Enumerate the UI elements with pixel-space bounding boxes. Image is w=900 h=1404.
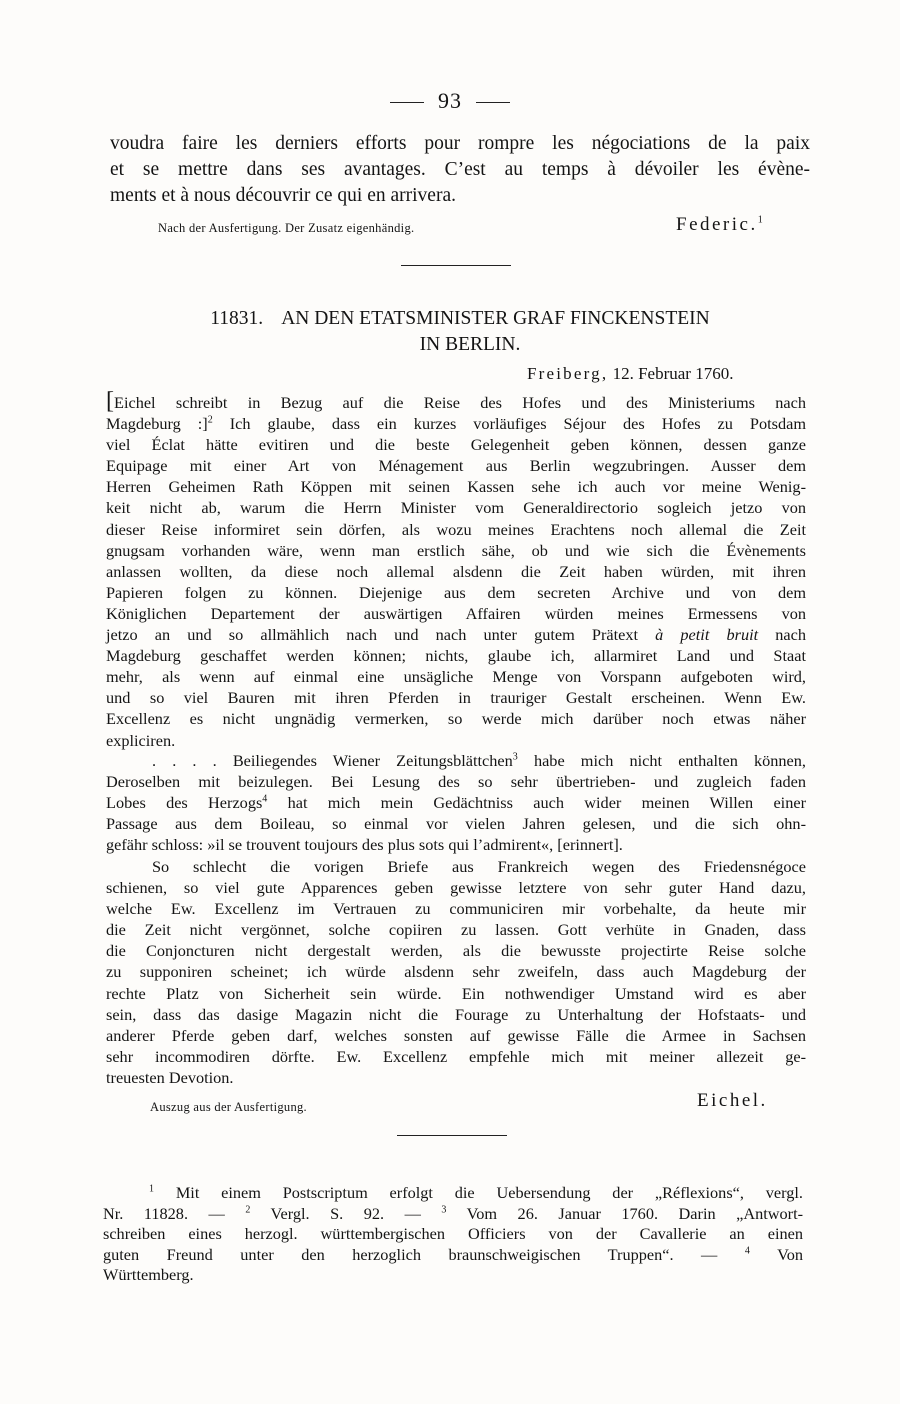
text-line: [106, 750, 806, 771]
header-dash-right: [476, 102, 510, 103]
footnote-mark: 1: [757, 214, 766, 226]
text-line: welche Ew. Excellenz im Vertrauen zu communiciren mir vorbehalte, da heute mir: [106, 899, 806, 919]
text-line: anderer Pferde geben darf, welches sonsten auf gewisse Fälle die Armee in Sachsen: [106, 1025, 806, 1045]
signature: [676, 214, 765, 236]
footnote-line: [103, 1245, 803, 1266]
text-line: dieser Reise informiret sein dörfen, als wozu meines Erachtens noch allemal die Zeit: [106, 519, 806, 539]
text-line: die Zeit nicht vergönnet, solche copiiren zu lassen. Gott verhüte in Gnaden, dass: [106, 920, 806, 940]
text-line: anlassen wollten, da diese noch allemal alsdenn die Zeit haben würden, mit ihren: [106, 561, 806, 581]
signature-text: Federic.: [676, 214, 758, 235]
text-line: So schlecht die vorigen Briefe aus Frankreich wegen des Friedensnégoce: [152, 857, 806, 876]
text-segment: Von: [777, 1244, 804, 1264]
text-segment: Vergl. S. 92. —: [270, 1203, 421, 1223]
text-segment: habe mich nicht enthalten können,: [533, 751, 806, 770]
text-segment: Ich glaube, dass ein kurzes vorläufiges Séjour des Hofes zu Potsdam: [229, 414, 806, 434]
text-line: Königlichen Departement der auswärtigen Affairen würden meines Ermessens von: [106, 603, 806, 623]
text-segment: Mit einem Postscriptum erfolgt die Uebersendung der „Réflexions“, vergl.: [175, 1183, 803, 1202]
text-line: schienen, so viel gute Apparences geben gewisse letztere von sehr guter Hand dazu,: [106, 878, 806, 898]
footnote-line: [103, 1183, 803, 1204]
footnotes: [103, 1183, 803, 1286]
text-line: gnugsam vorhanden wäre, wenn man erstlich sähe, ob und wie sich die Évènements: [106, 540, 806, 560]
text-segment: nach: [775, 625, 806, 645]
date: 12. Februar 1760.: [612, 364, 734, 383]
letter-number: 11831.: [210, 308, 264, 329]
text-line: die Conjoncturen nicht dergestalt werden, als die bewusste projectirte Reise solche: [106, 941, 806, 961]
opening-bracket: [: [106, 388, 114, 414]
text-line: Deroselben mit beizulegen. Bei Lesung des so sehr übertrieben- und zugleich faden: [106, 772, 806, 792]
footnote-mark: 1: [149, 1183, 154, 1195]
letter-paragraph-2: [106, 750, 806, 855]
footnote-mark: 4: [744, 1245, 750, 1257]
text-segment: Vom 26. Januar 1760. Darin „Antwort-: [466, 1203, 804, 1223]
letter-title-second: [110, 332, 810, 358]
text-segment: Nr. 11828. —: [103, 1203, 225, 1223]
footnote-line: [103, 1204, 803, 1225]
text-line: sein, dass das dasige Magazin nicht die Fourage zu Unterhaltung der Hofstaats- und: [106, 1004, 806, 1024]
header-dash-left: [390, 102, 424, 103]
text-segment: Lobes des Herzogs: [106, 793, 263, 813]
text-line: und so viel Bauren mit ihren Pferden in trauriger Gestalt erscheinen. Wenn Ew.: [106, 688, 806, 708]
footnote-mark: 2: [207, 414, 213, 426]
place-date: [527, 364, 733, 384]
text-line: [106, 388, 806, 414]
text-line: et se mettre dans ses avantages. C’est au temps à dévoiler les évène-: [110, 159, 810, 180]
footnote-line: schreiben eines herzogl. württembergischen Officiers von der Cavallerie an einen: [103, 1224, 803, 1243]
footnote-mark: 2: [245, 1204, 251, 1216]
text-line: ments et à nous découvrir ce qui en arrivera.: [110, 185, 456, 206]
italic-phrase: à petit bruit: [655, 625, 759, 645]
letter-title-line1: AN DEN ETATSMINISTER GRAF FINCKENSTEIN: [281, 308, 710, 329]
text-line: voudra faire les derniers efforts pour rompre les négociations de la paix: [110, 133, 810, 154]
footnote-line: Württemberg.: [103, 1265, 194, 1284]
text-line: [106, 792, 806, 813]
text-line: Papieren folgen zu können. Diejenige aus dem secreten Archive und von dem: [106, 582, 806, 602]
text-line: sehr incommodiren dörfte. Ew. Excellenz empfehle mich mit meiner allezeit ge-: [106, 1046, 806, 1066]
text-line: zu supponiren scheinet; ich würde alsdenn sehr zweifeln, dass auch Magdeburg der: [106, 962, 806, 982]
text-segment: jetzo an und so allmählich nach und nach unter gutem Prätext: [106, 625, 639, 645]
footnote-mark: 3: [512, 751, 518, 763]
text-line: rechte Platz von Sicherheit sein würde. Ein nothwendiger Umstand wird es aber: [106, 983, 806, 1003]
place: Freiberg,: [527, 364, 609, 383]
text-segment: . . . . Beiliegendes Wiener Zeitungsblättchen: [152, 751, 513, 770]
letter-title-line2: IN BERLIN.: [419, 334, 521, 355]
letter-title: [110, 306, 810, 332]
footnote-mark: 4: [262, 793, 268, 805]
page-number: 93: [438, 88, 462, 113]
text-line: Passage aus dem Boileau, so einmal vor vielen Jahren gelesen, und die sich ohn-: [106, 814, 806, 834]
text-segment: guten Freund unter den herzoglich braunschweigischen Truppen“. —: [103, 1244, 718, 1264]
text-segment: Magdeburg :]: [106, 414, 208, 434]
text-line: mehr, als wenn auf einmal eine unsägliche Menge von Vorspann aufgeboten wird,: [106, 667, 806, 687]
text-line: viel Éclat hätte evitiren und die beste Gelegenheit geben können, dessen ganze: [106, 435, 806, 455]
text-line: [106, 413, 806, 434]
letter-signature: Eichel.: [697, 1090, 768, 1111]
source-note: Nach der Ausfertigung. Der Zusatz eigenhändig.: [158, 221, 415, 235]
footnote-mark: 3: [441, 1204, 447, 1216]
separator-rule: [397, 1135, 507, 1136]
text-segment: hat mich mein Gedächtniss auch wider meinen Willen einer: [287, 793, 806, 813]
letter-paragraph-3: [106, 856, 806, 1088]
continued-text: [110, 131, 810, 209]
text-line: Herren Geheimen Rath Köppen mit seinen Kassen sehe ich auch vor meine Wenig-: [106, 477, 806, 497]
separator-rule: [401, 265, 511, 266]
text-line: expliciren.: [106, 730, 176, 750]
text-line: treuesten Devotion.: [106, 1067, 234, 1087]
text-segment: Eichel schreibt in Bezug auf die Reise des Hofes und des Ministeriums nach: [114, 393, 806, 412]
text-line: gefähr schloss: »il se trouvent toujours des plus sots qui l’admirent«, [erinnert].: [106, 835, 623, 855]
text-line: keit nicht ab, warum die Herrn Minister vom Generaldirectorio sogleich jetzo von: [106, 498, 806, 518]
text-line: Excellenz es nicht ungnädig vermerken, so werde mich darüber noch etwas näher: [106, 709, 806, 729]
page-header: [0, 88, 900, 114]
text-line: [106, 624, 806, 645]
letter-source-note: Auszug aus der Ausfertigung.: [150, 1100, 307, 1114]
letter-paragraph-1: [106, 388, 806, 751]
text-line: Equipage mit einer Art von Ménagement aus Berlin wegzubringen. Ausser dem: [106, 456, 806, 476]
text-line: Magdeburg geschaffet werden können; nichts, glaube ich, allarmiret Land und Staat: [106, 646, 806, 666]
